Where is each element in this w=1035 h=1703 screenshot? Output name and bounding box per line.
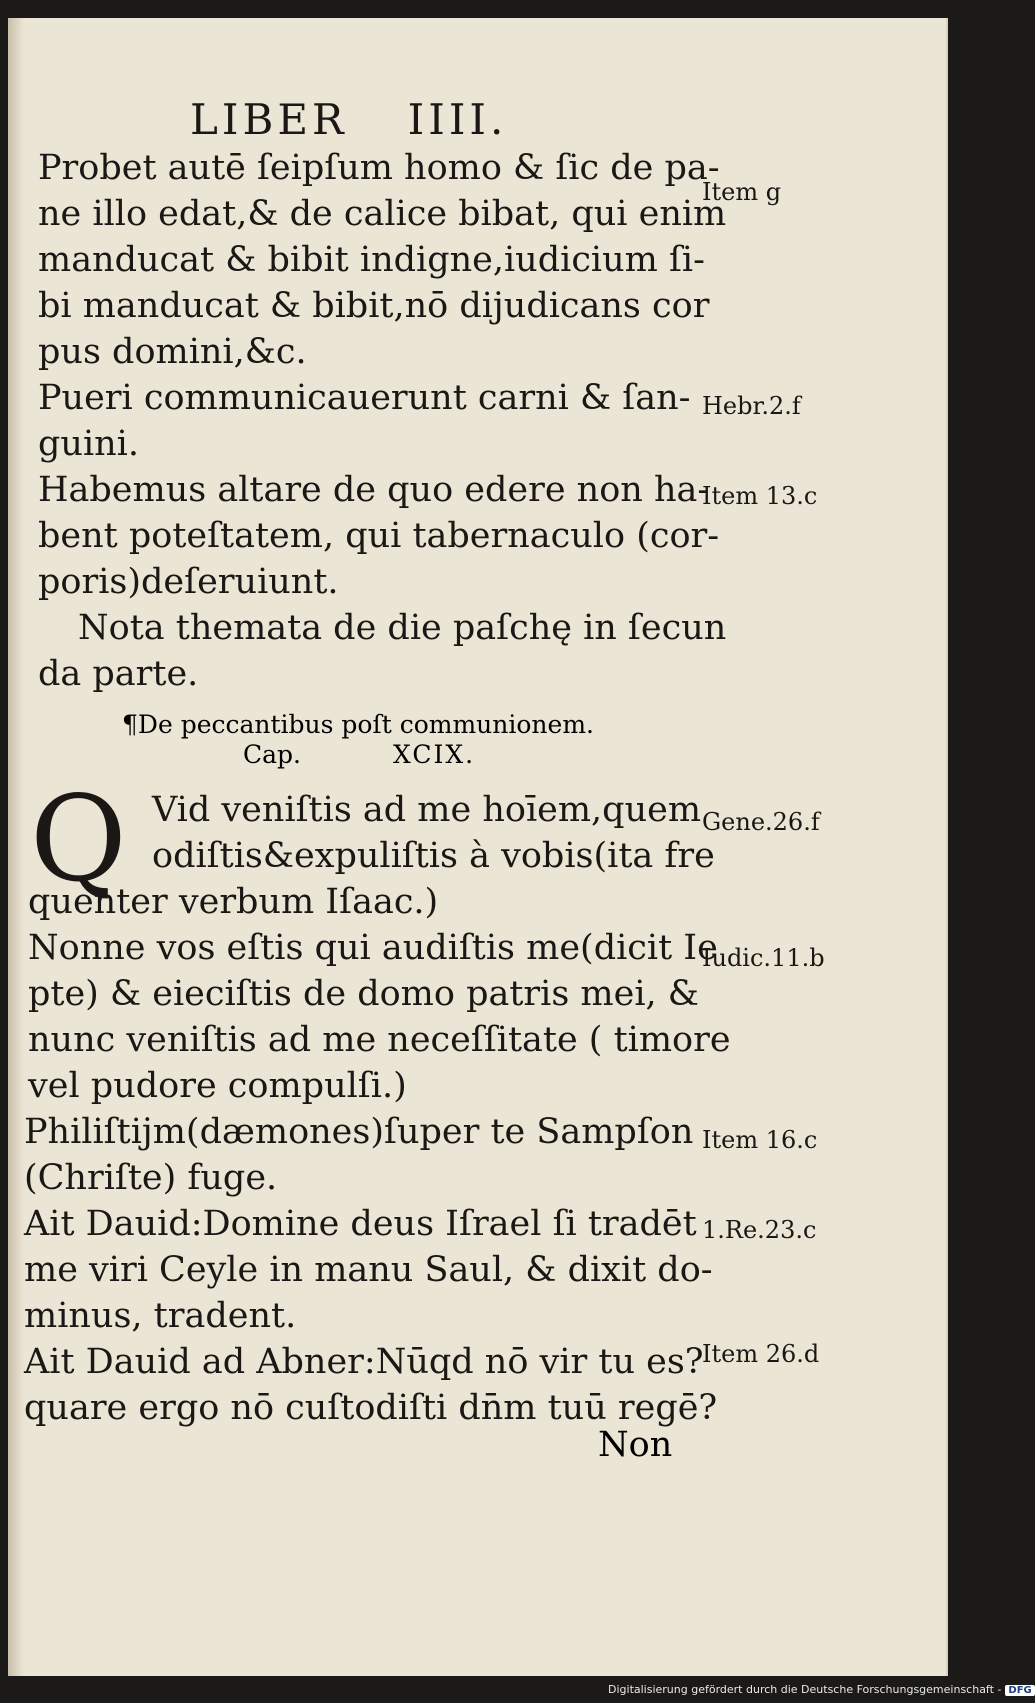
margin-note: Item 16.c: [702, 1126, 818, 1154]
text-line: vel pudore compulſi.): [28, 1066, 407, 1106]
text-line: da parte.: [38, 654, 199, 694]
running-header: [190, 95, 507, 144]
text-line: bent poteſtatem, qui tabernaculo (cor-: [38, 516, 720, 556]
catchword: Non: [598, 1425, 673, 1465]
text-line: manducat & bibit indigne,iudicium ſi-: [38, 240, 705, 280]
margin-note: Item 26.d: [702, 1340, 820, 1368]
margin-note: Hebr.2.f: [702, 392, 801, 420]
margin-note: Iudic.11.b: [702, 944, 825, 972]
page-gutter: [8, 18, 24, 1676]
text-line: Ait Dauid ad Abner:Nūqd nō vir tu es?: [24, 1342, 704, 1382]
text-line: bi manducat & bibit,nō dijudicans cor: [38, 286, 710, 326]
header-number: IIII.: [407, 95, 508, 144]
text-line: quare ergo nō cuſtodiſti dn̄m tuū regē?: [24, 1388, 718, 1428]
dfg-logo: DFG: [1005, 1685, 1034, 1696]
digitization-footer: [608, 1683, 1035, 1696]
header-title: LIBER: [190, 95, 348, 144]
text-line: Vid veniſtis ad me hoīem,quem: [152, 790, 702, 830]
text-line: nunc veniſtis ad me neceſſitate ( timore: [28, 1020, 731, 1060]
chapter-cap-label: Cap.: [243, 740, 301, 769]
text-line: Ait Dauid:Domine deus Iſrael ſi tradēt: [24, 1204, 697, 1244]
margin-note: Item 13.c: [702, 482, 818, 510]
chapter-number: XCIX.: [393, 740, 476, 769]
text-line: Habemus altare de quo edere non ha-: [38, 470, 710, 510]
footer-text: Digitalisierung gefördert durch die Deutsche Forschungsgemeinschaft -: [608, 1683, 1002, 1696]
margin-note: 1.Re.23.c: [702, 1216, 817, 1244]
text-line: Probet autē ſeipſum homo & ſic de pa-: [38, 148, 720, 188]
text-line: odiſtis&expuliſtis à vobis(ita fre: [152, 836, 715, 876]
text-line: guini.: [38, 424, 140, 464]
chapter-heading: ¶De peccantibus poſt communionem.: [122, 710, 594, 739]
text-line: ne illo edat,& de calice bibat, qui enim: [38, 194, 727, 234]
text-line: minus, tradent.: [24, 1296, 297, 1336]
text-line: Nonne vos eſtis qui audiſtis me(dicit Ie: [28, 928, 718, 968]
text-line: quenter verbum Iſaac.): [28, 882, 439, 922]
text-line: pus domini,&c.: [38, 332, 307, 372]
drop-capital: Q: [30, 770, 127, 908]
text-line: Philiſtijm(dæmones)ſuper te Sampſon: [24, 1112, 694, 1152]
margin-note: Item g: [702, 178, 782, 206]
text-line: me viri Ceyle in manu Saul, & dixit do-: [24, 1250, 713, 1290]
text-line: (Chriſte) fuge.: [24, 1158, 278, 1198]
text-line: pte) & eieciſtis de domo patris mei, &: [28, 974, 699, 1014]
text-line: Pueri communicauerunt carni & ſan-: [38, 378, 691, 418]
text-line: poris)deſeruiunt.: [38, 562, 339, 602]
text-line: Nota themata de die paſchę in ſecun: [78, 608, 727, 648]
margin-note: Gene.26.f: [702, 808, 820, 836]
